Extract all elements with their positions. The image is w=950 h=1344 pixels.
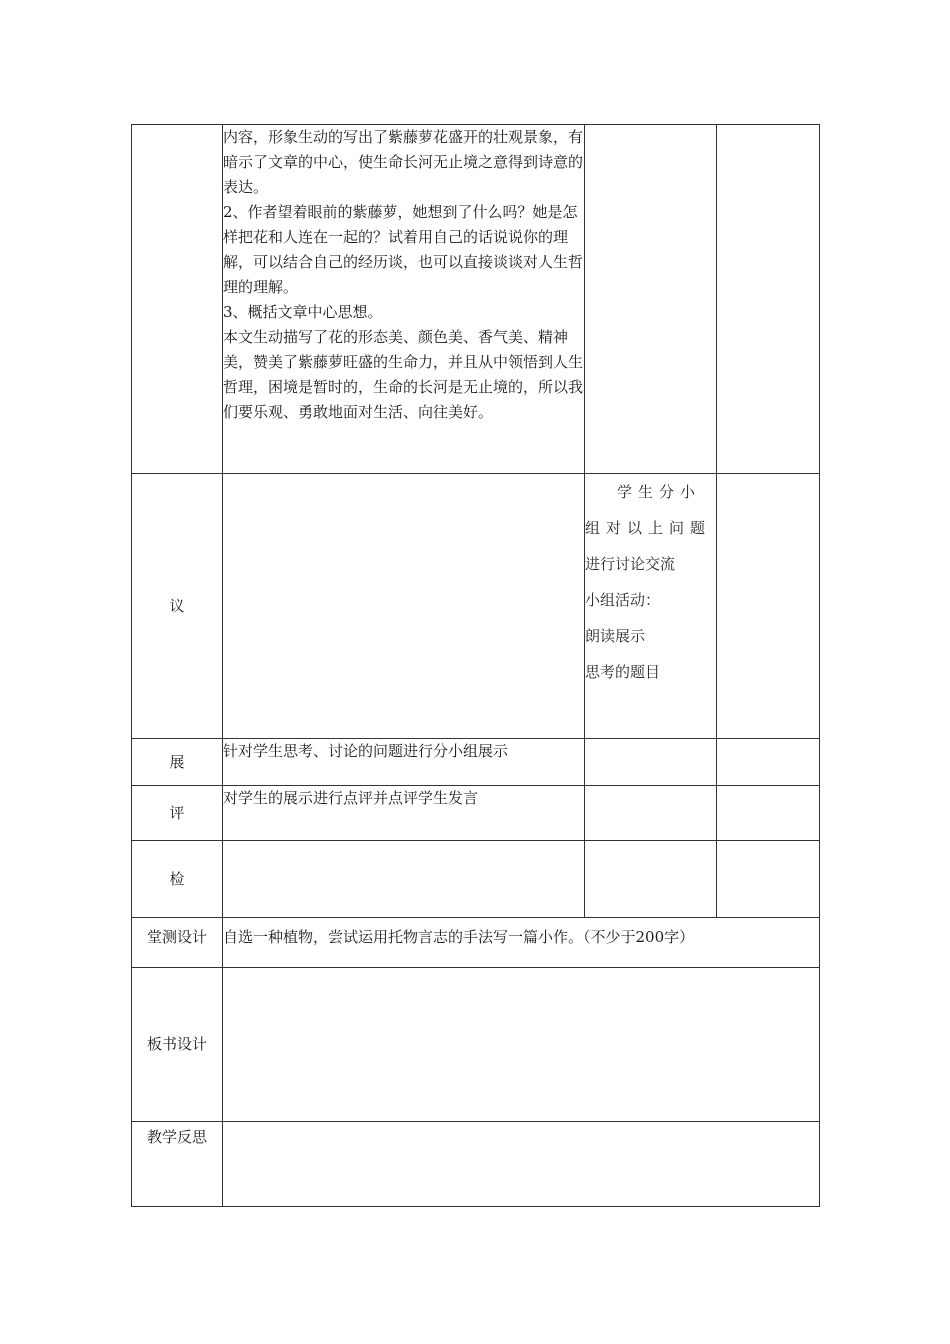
board-label: 板书设计 — [132, 968, 223, 1122]
student-activity-cell — [585, 125, 717, 474]
content-paragraph: 本文生动描写了花的形态美、颜色美、香气美、精神美，赞美了紫藤萝旺盛的生命力，并且从中领悟到人生哲理，困境是暂时的，生命的长河是无止境的，所以我们要乐观、勇敢地面对生活、向往美好。 — [223, 328, 584, 421]
discuss-remarks-cell — [717, 474, 820, 739]
reflect-row — [132, 1122, 820, 1207]
activity-note-line: 朗读展示 — [585, 627, 646, 645]
discuss-row — [132, 474, 820, 739]
test-row — [132, 918, 820, 968]
review-content: 对学生的展示进行点评并点评学生发言 — [223, 786, 585, 841]
check-label: 检 — [132, 841, 223, 918]
review-label: 评 — [132, 786, 223, 841]
activity-note-line: 进行讨论交流 — [585, 555, 676, 573]
show-remarks-cell — [717, 739, 820, 786]
content-paragraph: 2、作者望着眼前的紫藤萝，她想到了什么吗？她是怎样把花和人连在一起的？试着用自己的话说说你的理解，可以结合自己的经历谈，也可以直接谈谈对人生哲理的理解。 — [223, 203, 584, 296]
review-row — [132, 786, 820, 841]
test-label: 堂测设计 — [132, 918, 223, 968]
lesson-plan-table — [131, 124, 820, 1207]
activity-note-line: 学生分小 — [617, 483, 702, 501]
board-row — [132, 968, 820, 1122]
continuation-row — [132, 125, 820, 474]
board-content-cell — [223, 968, 820, 1122]
reflect-label: 教学反思 — [132, 1122, 223, 1207]
reflect-content-cell — [223, 1122, 820, 1207]
test-content: 自选一种植物，尝试运用托物言志的手法写一篇小作。（不少于200字） — [223, 918, 820, 968]
content-paragraph: 3、概括文章中心思想。 — [223, 303, 383, 321]
continuation-label-cell — [132, 125, 223, 474]
remarks-cell — [717, 125, 820, 474]
activity-note-line: 思考的题目 — [585, 663, 661, 681]
activity-note-line: 组对以上问题 — [585, 519, 712, 537]
show-content: 针对学生思考、讨论的问题进行分小组展示 — [223, 739, 585, 786]
activity-note-line: 小组活动： — [585, 591, 661, 609]
discuss-label: 议 — [132, 474, 223, 739]
discuss-content-cell — [223, 474, 585, 739]
review-remarks-cell — [717, 786, 820, 841]
check-content-cell — [223, 841, 585, 918]
content-paragraph: 内容，形象生动的写出了紫藤萝花盛开的壮观景象，有暗示了文章的中心，使生命长河无止境之意得到诗意的表达。 — [223, 128, 584, 196]
review-activity-cell — [585, 786, 717, 841]
discuss-activity-cell — [585, 474, 717, 739]
show-label: 展 — [132, 739, 223, 786]
check-activity-cell — [585, 841, 717, 918]
continuation-content-cell — [223, 125, 585, 474]
show-row — [132, 739, 820, 786]
check-remarks-cell — [717, 841, 820, 918]
check-row — [132, 841, 820, 918]
show-activity-cell — [585, 739, 717, 786]
